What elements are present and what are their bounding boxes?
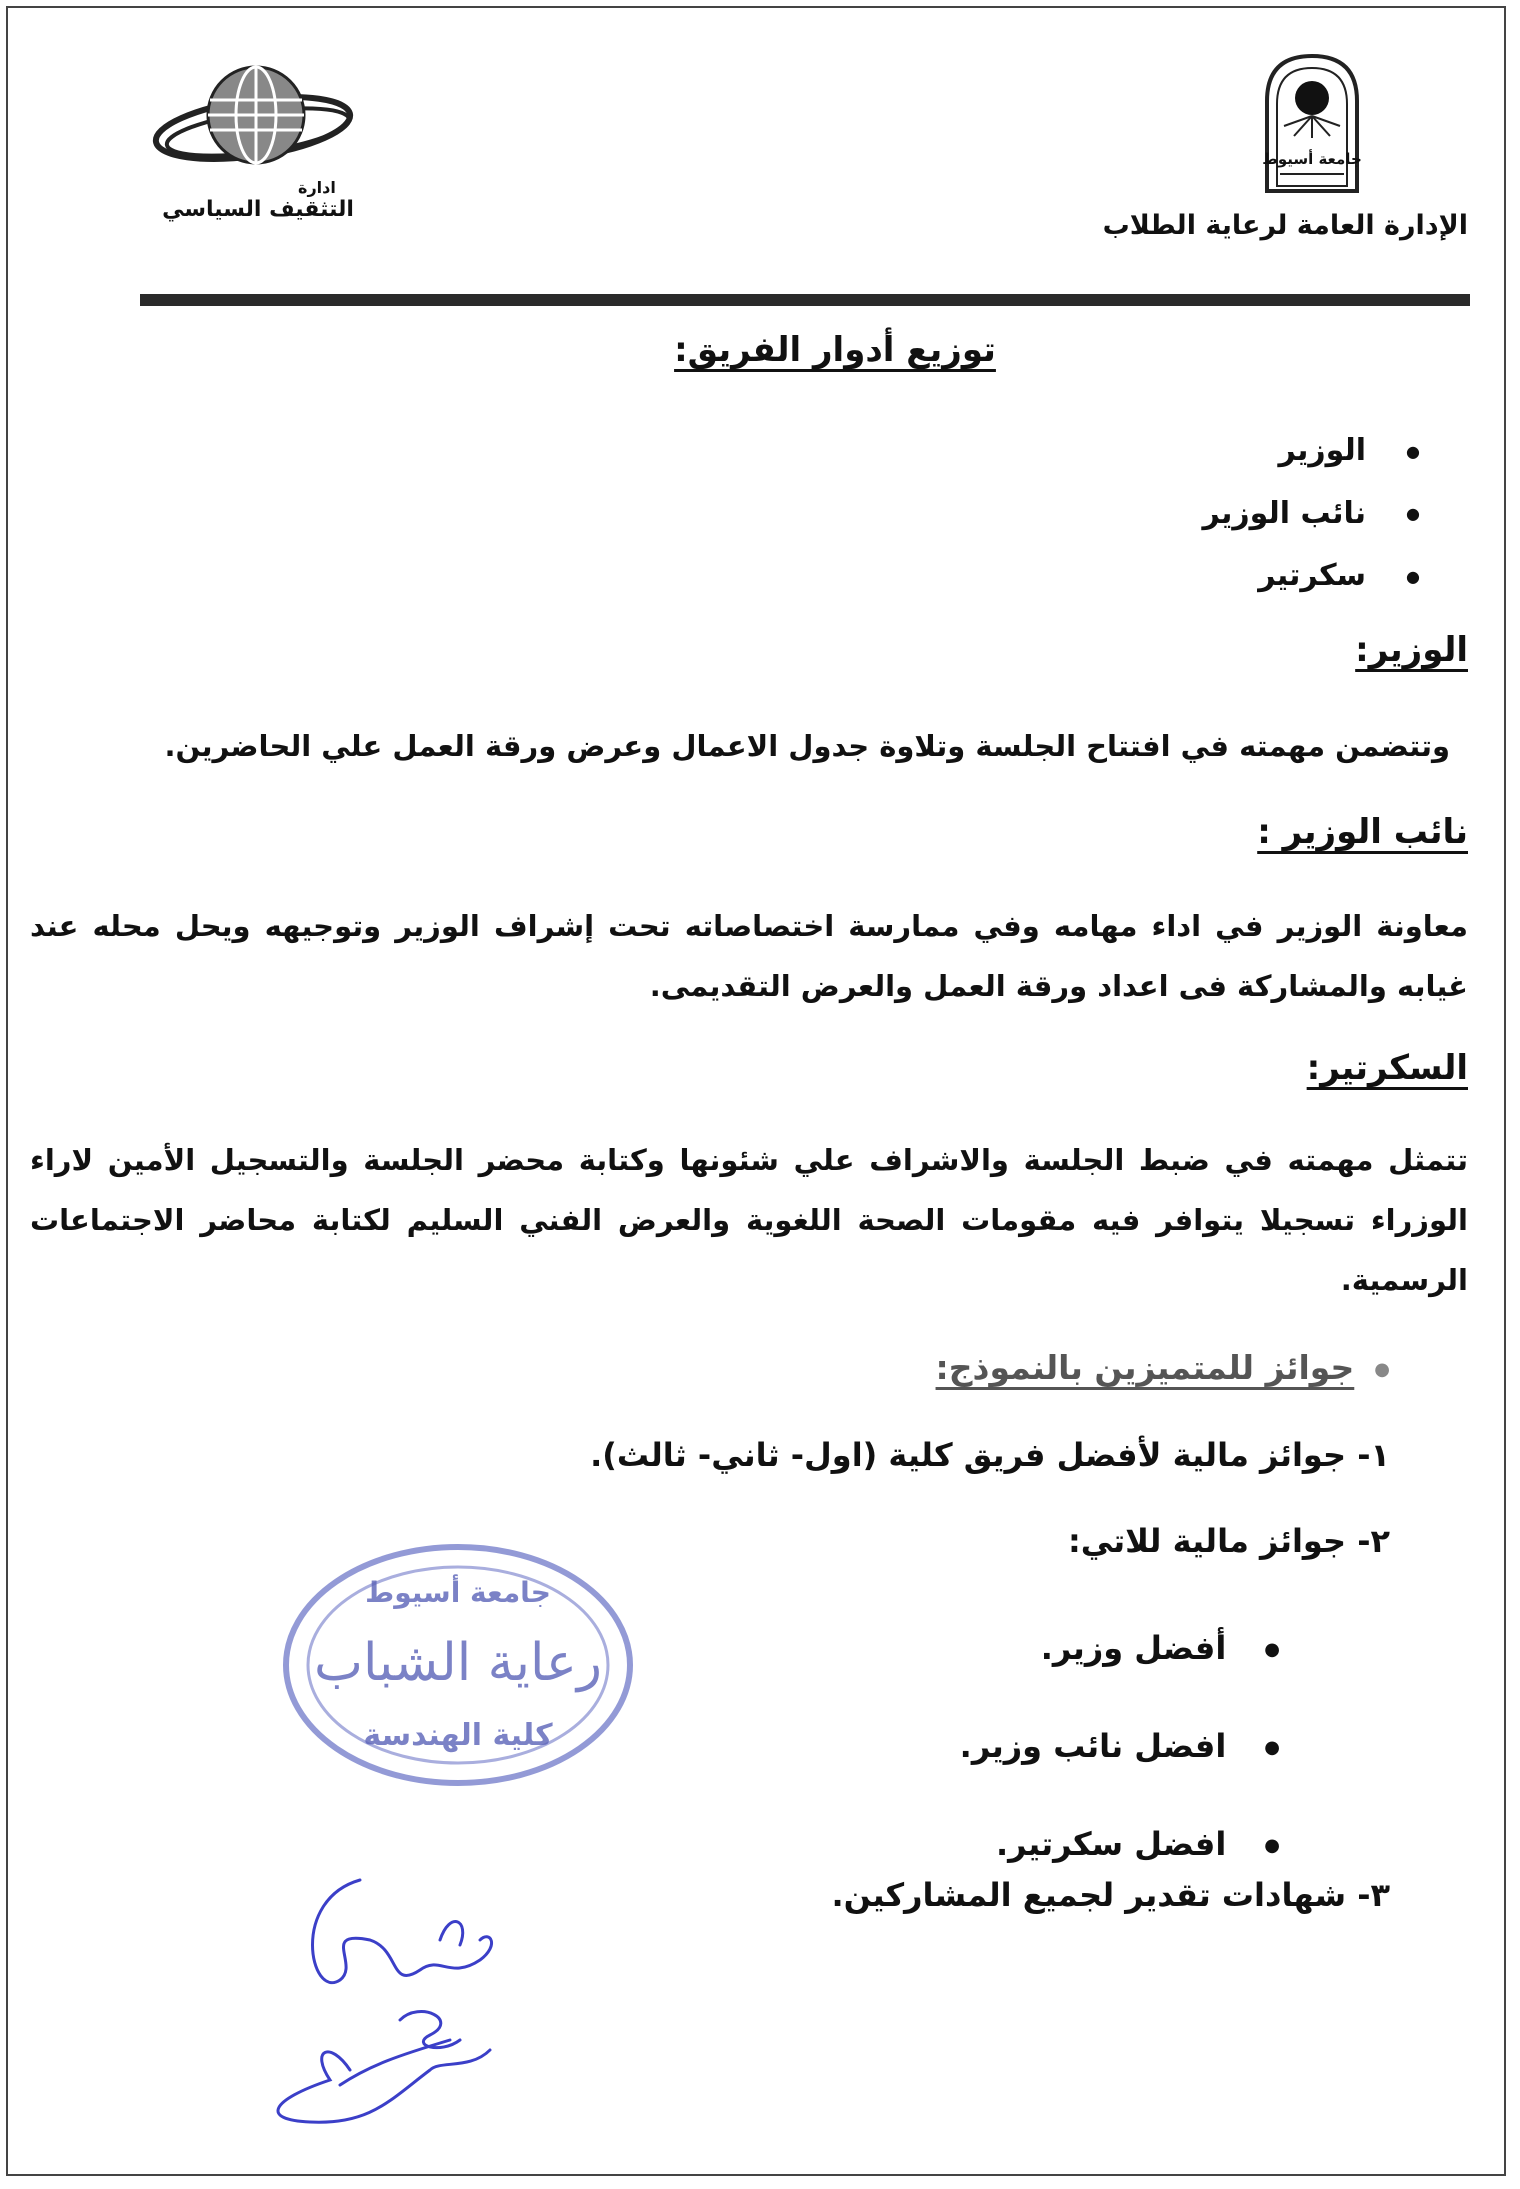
secretary-section-text: تتمثل مهمته في ضبط الجلسة والاشراف علي شئونها وكتابة محضر الجلسة والتسجيل الأمين لاراء الوزراء تسجيلا يتوافر فيه مقومات الصحة اللغوية والعرض الفني السليم لكتابة محاضر الاجتماعات الرسمية. <box>30 1143 1468 1297</box>
list-item: ● افضل نائب وزير. <box>960 1698 1280 1796</box>
minister-section-text: وتتضمن مهمته في افتتاح الجلسة وتلاوة جدول الاعمال وعرض ورقة العمل علي الحاضرين. <box>164 729 1450 763</box>
university-logo-text: جامعة أسيوط <box>1262 150 1362 168</box>
minister-section-title: الوزير: <box>1355 630 1468 670</box>
department-name: الإدارة العامة لرعاية الطلاب <box>1102 210 1468 241</box>
official-stamp <box>278 1540 638 1790</box>
list-item: ● افضل سكرتير. <box>960 1796 1280 1894</box>
deputy-section-title: نائب الوزير : <box>1257 812 1468 852</box>
political-education-logo <box>148 60 368 230</box>
handwritten-signature <box>250 1870 570 2140</box>
deputy-section-text: معاونة الوزير في اداء مهامه وفي ممارسة اختصاصاته تحت إشراف الوزير وتوجيهه ويحل محله عند غيابه والمشاركة فى اعداد ورقة العمل والعرض التقديمى. <box>30 909 1468 1003</box>
page-title-text: توزيع أدوار الفريق: <box>674 330 996 370</box>
best-awards-list <box>960 1600 1280 1894</box>
roles-list <box>1202 420 1420 608</box>
page-title <box>0 330 1520 370</box>
stamp-line-3: كلية الهندسة <box>363 1718 553 1753</box>
awards-title: ●جوائز للمتميزين بالنموذج: <box>935 1348 1390 1387</box>
header-divider <box>140 294 1470 306</box>
secretary-section-title: السكرتير: <box>1306 1048 1468 1088</box>
university-logo <box>1252 46 1372 196</box>
stamp-line-2: رعاية الشباب <box>313 1633 603 1693</box>
award-item-3: ٣- شهادات تقدير لجميع المشاركين. <box>831 1876 1390 1914</box>
political-logo-label: التثقيف السياسي <box>162 197 354 222</box>
award-item-1: ١- جوائز مالية لأفضل فريق كلية (اول- ثاني- ثالث). <box>590 1436 1390 1474</box>
list-item: ● سكرتير <box>1202 545 1420 608</box>
stamp-line-1: جامعة أسيوط <box>365 1576 551 1609</box>
political-logo-small-label: ادارة <box>298 178 336 197</box>
list-item: ● الوزير <box>1202 420 1420 483</box>
award-item-2: ٢- جوائز مالية للاتي: <box>1067 1522 1390 1560</box>
list-item: ● أفضل وزير. <box>960 1600 1280 1698</box>
list-item: ● نائب الوزير <box>1202 483 1420 546</box>
awards-title-text: جوائز للمتميزين بالنموذج: <box>935 1348 1355 1387</box>
